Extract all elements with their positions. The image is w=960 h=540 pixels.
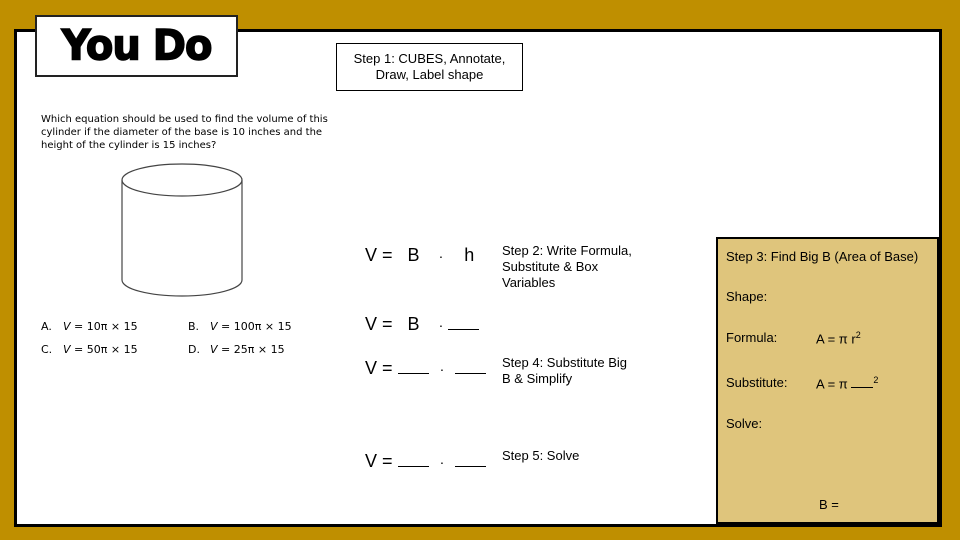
question-text: Which equation should be used to find the volume of this cylinder if the diameter of the base is 10 inches and the height of the cylinder is 15 inches? <box>41 114 328 151</box>
title-box <box>35 15 238 77</box>
equation-substitute: V = B · <box>365 313 479 335</box>
big-b-result: B = <box>819 497 839 512</box>
substitute-row: Substitute: A = π $^2$ <box>726 375 879 392</box>
height-blank-2[interactable] <box>455 357 486 374</box>
step5-note: Step 5: Solve <box>502 448 580 463</box>
step1-line2: Draw, Label shape <box>375 67 484 82</box>
formula-row: Formula: A = π $r^2$ <box>726 330 861 347</box>
step2-note: Step 2: Write Formula, Substitute & Box Variables <box>502 243 632 290</box>
equation-big-b: V = · <box>365 357 486 379</box>
step3-heading: Step 3: Find Big B (Area of Base) <box>726 249 919 264</box>
choice-b[interactable]: B. V = 100π × 15 <box>188 320 292 333</box>
shape-label: Shape: <box>726 289 768 304</box>
solve-blank-1[interactable] <box>398 450 429 467</box>
page-title: You Do <box>61 21 212 71</box>
big-b-blank[interactable] <box>398 357 429 374</box>
choice-d[interactable]: D. V = 25π × 15 <box>188 343 285 356</box>
radius-blank[interactable] <box>851 375 873 388</box>
cylinder-figure <box>120 162 246 302</box>
step4-note: Step 4: Substitute Big B & Simplify <box>502 355 628 386</box>
step1-line1: Step 1: CUBES, Annotate, <box>353 51 506 66</box>
solve-label: Solve: <box>726 416 763 431</box>
choice-c[interactable]: C. V = 50π × 15 <box>41 343 138 356</box>
solve-blank-2[interactable] <box>455 450 486 467</box>
height-blank[interactable] <box>448 313 479 330</box>
equation-formula: V = B · h <box>365 245 475 265</box>
equation-solve: V = · <box>365 450 486 472</box>
choice-a[interactable]: A. V = 10π × 15 <box>41 320 138 333</box>
step1-box <box>336 43 523 91</box>
step3-panel <box>716 237 939 524</box>
